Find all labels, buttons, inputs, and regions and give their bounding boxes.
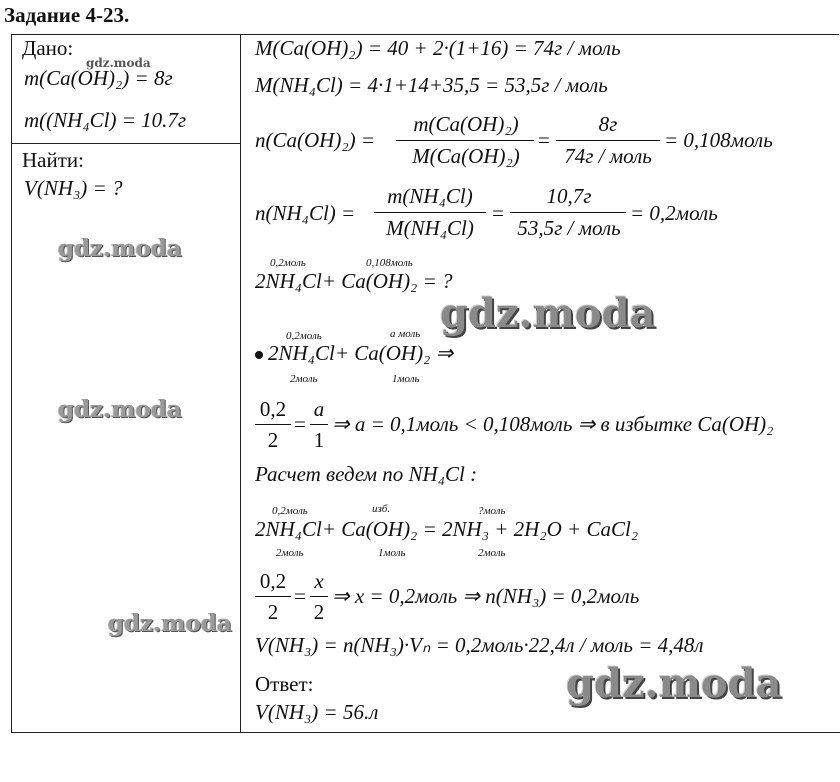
n-nh4cl-lhs: n(NH₄Cl) = — [255, 201, 356, 225]
eq3-above-caoh2: изб. — [372, 503, 391, 515]
ratio1-den2: 1 — [313, 428, 325, 452]
equation-1: 2NH₄Cl+ Ca(OH)₂ = ? — [255, 269, 453, 293]
column-divider — [240, 34, 241, 732]
equation-3: 2NH₄Cl+ Ca(OH)₂ = 2NH₃ + 2H₂O + CaCl₂ — [255, 517, 639, 541]
ratio2-result: ⇒ x = 0,2моль ⇒ n(NH₃) = 0,2моль — [332, 584, 640, 608]
fraction-bar — [310, 596, 328, 597]
given-find-divider — [11, 143, 240, 144]
n-nh4cl-mass-value: 10,7г — [546, 184, 592, 208]
n-caoh2-lhs: n(Ca(OH)₂) = — [255, 128, 376, 152]
watermark: gdz.moda — [108, 610, 232, 637]
ratio1-num1: 0,2 — [259, 397, 287, 421]
n-nh4cl-numerator: m(NH₄Cl) — [387, 184, 473, 208]
fraction-bar — [374, 212, 486, 213]
watermark: gdz.moda — [58, 396, 182, 423]
watermark: gdz.moda — [566, 660, 782, 707]
ratio2-den1: 2 — [267, 600, 279, 624]
n-caoh2-numerator: m(Ca(OH)₂) — [413, 112, 519, 136]
eq3-below-nh3: 2моль — [478, 547, 506, 559]
equation-2: 2NH₄Cl+ Ca(OH)₂ ⇒ — [268, 341, 454, 365]
calculation-note: Расчет ведем по NH₄Cl : — [255, 462, 478, 486]
given-header: Дано: — [22, 36, 74, 60]
fraction-bar — [396, 140, 534, 141]
eq2-below-caoh2: 1моль — [392, 373, 420, 385]
eq3-below-nh4cl: 2моль — [276, 547, 304, 559]
ratio1-num2: a — [313, 397, 325, 421]
task-title: Задание 4-23. — [4, 3, 130, 27]
n-caoh2-mass-value: 8г — [598, 112, 618, 136]
watermark: gdz.moda — [58, 235, 182, 262]
ratio2-den2: 2 — [313, 600, 325, 624]
answer-value: V(NH₃) = 56.л — [255, 700, 379, 724]
bullet-icon — [255, 351, 263, 359]
n-nh4cl-result: = 0,2моль — [630, 201, 718, 225]
ratio1-den1: 2 — [267, 428, 279, 452]
ratio1-result: ⇒ a = 0,1моль < 0,108моль ⇒ в избытке Ca(OH)₂ — [332, 412, 774, 436]
watermark: gdz.moda — [440, 290, 656, 337]
find-volume-nh3: V(NH₃) = ? — [24, 176, 123, 200]
equals-sign: = — [538, 128, 550, 152]
given-mass-caoh2: m(Ca(OH)₂) = 8г — [24, 66, 173, 90]
ratio2-num1: 0,2 — [259, 569, 287, 593]
fraction-bar — [556, 140, 660, 141]
find-header: Найти: — [22, 148, 84, 172]
molar-mass-caoh2: M(Ca(OH)₂) = 40 + 2·(1+16) = 74г / моль — [255, 36, 621, 60]
n-nh4cl-molar-value: 53,5г / моль — [517, 216, 621, 240]
watermark: gdz.moda — [86, 56, 151, 70]
equals-sign: = — [294, 584, 306, 608]
answer-label: Ответ: — [255, 672, 314, 696]
eq3-above-nh3: ?моль — [478, 505, 506, 517]
eq1-above-caoh2: 0,108моль — [366, 257, 413, 269]
fraction-bar — [310, 424, 328, 425]
n-caoh2-molar-value: 74г / моль — [564, 144, 652, 168]
equals-sign: = — [294, 412, 306, 436]
n-caoh2-result: = 0,108моль — [664, 128, 773, 152]
fraction-bar — [255, 424, 291, 425]
eq2-above-caoh2: а моль — [390, 328, 421, 340]
eq1-above-nh4cl: 0,2моль — [270, 257, 306, 269]
eq3-above-nh4cl: 0,2моль — [272, 505, 308, 517]
ratio2-num2: x — [314, 569, 324, 593]
fraction-bar — [510, 212, 626, 213]
fraction-bar — [255, 596, 291, 597]
n-nh4cl-denominator: M(NH₄Cl) — [386, 216, 474, 240]
n-caoh2-denominator: M(Ca(OH)₂) — [412, 144, 520, 168]
volume-calculation: V(NH₃) = n(NH₃)·Vₙ = 0,2моль·22,4л / моль = 4,48л — [255, 633, 704, 657]
eq2-above-nh4cl: 0,2моль — [286, 330, 322, 342]
eq2-below-nh4cl: 2моль — [290, 373, 318, 385]
given-mass-nh4cl: m((NH₄Cl) = 10.7г — [24, 108, 187, 132]
molar-mass-nh4cl: M(NH₄Cl) = 4·1+14+35,5 = 53,5г / моль — [255, 73, 608, 97]
equals-sign: = — [492, 201, 504, 225]
table-top-border — [11, 34, 839, 35]
eq3-below-caoh2: 1моль — [378, 547, 406, 559]
